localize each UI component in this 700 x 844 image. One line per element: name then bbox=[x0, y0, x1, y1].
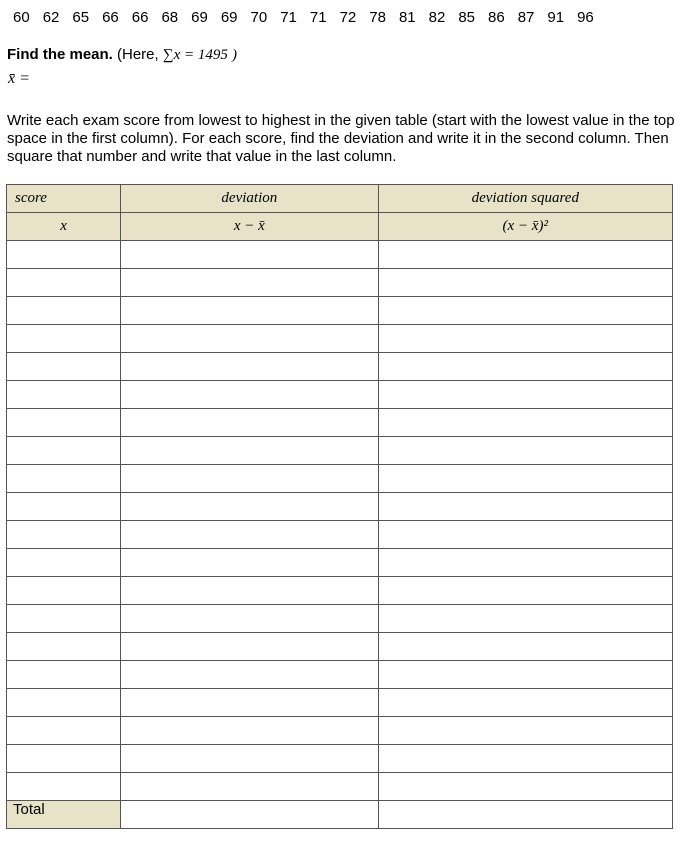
table-row bbox=[7, 689, 673, 717]
deviation-squared-cell[interactable] bbox=[378, 269, 672, 297]
score-value: 60 bbox=[13, 9, 30, 26]
mean-hint-close: ) bbox=[232, 47, 238, 63]
deviation-squared-cell[interactable] bbox=[378, 717, 672, 745]
table-row bbox=[7, 717, 673, 745]
table-row bbox=[7, 465, 673, 493]
score-value: 69 bbox=[191, 9, 208, 26]
score-value: 70 bbox=[250, 9, 268, 26]
score-cell[interactable] bbox=[7, 521, 121, 549]
score-cell[interactable] bbox=[7, 745, 121, 773]
deviation-squared-cell[interactable] bbox=[378, 465, 672, 493]
table-row bbox=[7, 521, 673, 549]
deviation-squared-cell[interactable] bbox=[378, 633, 672, 661]
table-row bbox=[7, 409, 673, 437]
symbol-x: x bbox=[7, 213, 121, 241]
score-value: 69 bbox=[220, 9, 238, 26]
deviation-cell[interactable] bbox=[121, 717, 378, 745]
table-row bbox=[7, 549, 673, 577]
deviation-cell[interactable] bbox=[121, 745, 378, 773]
score-cell[interactable] bbox=[7, 689, 121, 717]
deviation-squared-cell[interactable] bbox=[378, 549, 672, 577]
score-value: 66 bbox=[131, 9, 149, 26]
score-cell[interactable] bbox=[7, 353, 121, 381]
deviation-squared-cell[interactable] bbox=[378, 297, 672, 325]
table-row bbox=[7, 633, 673, 661]
deviation-squared-cell[interactable] bbox=[378, 325, 672, 353]
header-row bbox=[7, 185, 673, 213]
deviation-cell[interactable] bbox=[121, 605, 378, 633]
table-row bbox=[7, 297, 673, 325]
deviation-cell[interactable] bbox=[121, 521, 378, 549]
table-row bbox=[7, 381, 673, 409]
deviation-cell[interactable] bbox=[121, 549, 378, 577]
table-row bbox=[7, 437, 673, 465]
table-row bbox=[7, 773, 673, 801]
symbol-deviation: x − x̄ bbox=[121, 213, 378, 241]
score-cell[interactable] bbox=[7, 661, 121, 689]
score-value: 81 bbox=[398, 9, 416, 26]
deviation-squared-cell[interactable] bbox=[378, 661, 672, 689]
deviation-cell[interactable] bbox=[121, 353, 378, 381]
deviation-cell[interactable] bbox=[121, 689, 378, 717]
total-deviation-squared-cell[interactable] bbox=[378, 801, 672, 829]
deviation-cell[interactable] bbox=[121, 661, 378, 689]
table-row bbox=[7, 493, 673, 521]
score-cell[interactable] bbox=[7, 605, 121, 633]
score-value: 96 bbox=[577, 9, 594, 26]
score-value: 78 bbox=[369, 9, 386, 26]
score-value: 71 bbox=[280, 9, 297, 26]
cutoff-text bbox=[7, 836, 677, 844]
score-cell[interactable] bbox=[7, 269, 121, 297]
table-row bbox=[7, 353, 673, 381]
table-row bbox=[7, 605, 673, 633]
score-cell[interactable] bbox=[7, 717, 121, 745]
score-cell[interactable] bbox=[7, 577, 121, 605]
score-cell[interactable] bbox=[7, 493, 121, 521]
deviation-squared-cell[interactable] bbox=[378, 605, 672, 633]
score-value: 68 bbox=[161, 9, 179, 26]
deviation-squared-cell[interactable] bbox=[378, 409, 672, 437]
total-label: Total bbox=[7, 801, 121, 829]
score-cell[interactable] bbox=[7, 437, 121, 465]
mean-answer-label: x̄ = bbox=[8, 70, 30, 87]
deviation-squared-cell[interactable] bbox=[378, 577, 672, 605]
table-row bbox=[7, 325, 673, 353]
deviation-cell[interactable] bbox=[121, 297, 378, 325]
header-score: score bbox=[7, 185, 121, 213]
score-value: 86 bbox=[488, 9, 505, 26]
score-cell[interactable] bbox=[7, 381, 121, 409]
deviation-cell[interactable] bbox=[121, 241, 378, 269]
symbol-row bbox=[7, 213, 673, 241]
score-value: 72 bbox=[339, 9, 357, 26]
table-row bbox=[7, 661, 673, 689]
score-cell[interactable] bbox=[7, 241, 121, 269]
score-value: 66 bbox=[102, 9, 119, 26]
score-value: 62 bbox=[42, 9, 60, 26]
score-cell[interactable] bbox=[7, 325, 121, 353]
score-list bbox=[13, 9, 607, 26]
score-value: 65 bbox=[72, 9, 90, 26]
sum-expression: ∑x = 1495 bbox=[162, 47, 228, 63]
deviation-squared-cell[interactable] bbox=[378, 773, 672, 801]
mean-prompt bbox=[7, 46, 237, 64]
score-cell[interactable] bbox=[7, 409, 121, 437]
deviation-cell[interactable] bbox=[121, 633, 378, 661]
deviation-squared-cell[interactable] bbox=[378, 381, 672, 409]
instructions-text: Write each exam score from lowest to highest in the given table (start with the lowest value in the top space in the first column). For each score, find the deviation and write it in the second column. Then square that number and write that value in the last column. bbox=[7, 112, 675, 165]
mean-instruction: Find the mean. bbox=[7, 46, 113, 63]
deviation-squared-cell[interactable] bbox=[378, 353, 672, 381]
score-value: 87 bbox=[517, 9, 535, 26]
score-cell[interactable] bbox=[7, 465, 121, 493]
deviation-squared-cell[interactable] bbox=[378, 745, 672, 773]
deviation-cell[interactable] bbox=[121, 773, 378, 801]
table-row bbox=[7, 745, 673, 773]
score-cell[interactable] bbox=[7, 633, 121, 661]
deviation-squared-cell[interactable] bbox=[378, 493, 672, 521]
score-value: 82 bbox=[428, 9, 446, 26]
deviation-cell[interactable] bbox=[121, 269, 378, 297]
score-value: 91 bbox=[547, 9, 565, 26]
deviation-squared-cell[interactable] bbox=[378, 437, 672, 465]
score-cell[interactable] bbox=[7, 773, 121, 801]
deviation-cell[interactable] bbox=[121, 465, 378, 493]
score-cell[interactable] bbox=[7, 297, 121, 325]
deviation-cell[interactable] bbox=[121, 437, 378, 465]
deviation-cell[interactable] bbox=[121, 493, 378, 521]
deviation-cell[interactable] bbox=[121, 325, 378, 353]
table-row bbox=[7, 577, 673, 605]
table-row bbox=[7, 241, 673, 269]
deviation-cell[interactable] bbox=[121, 381, 378, 409]
score-value: 71 bbox=[309, 9, 327, 26]
header-deviation-squared: deviation squared bbox=[378, 185, 672, 213]
symbol-deviation-squared: (x − x̄)² bbox=[378, 213, 672, 241]
deviation-squared-cell[interactable] bbox=[378, 689, 672, 717]
total-row bbox=[7, 801, 673, 829]
deviation-table bbox=[6, 184, 673, 829]
deviation-squared-cell[interactable] bbox=[378, 521, 672, 549]
score-value: 85 bbox=[458, 9, 475, 26]
deviation-squared-cell[interactable] bbox=[378, 241, 672, 269]
score-cell[interactable] bbox=[7, 549, 121, 577]
header-deviation: deviation bbox=[121, 185, 378, 213]
mean-hint-open: (Here, bbox=[117, 46, 159, 63]
deviation-cell[interactable] bbox=[121, 577, 378, 605]
total-deviation-cell[interactable] bbox=[121, 801, 378, 829]
deviation-cell[interactable] bbox=[121, 409, 378, 437]
table-row bbox=[7, 269, 673, 297]
